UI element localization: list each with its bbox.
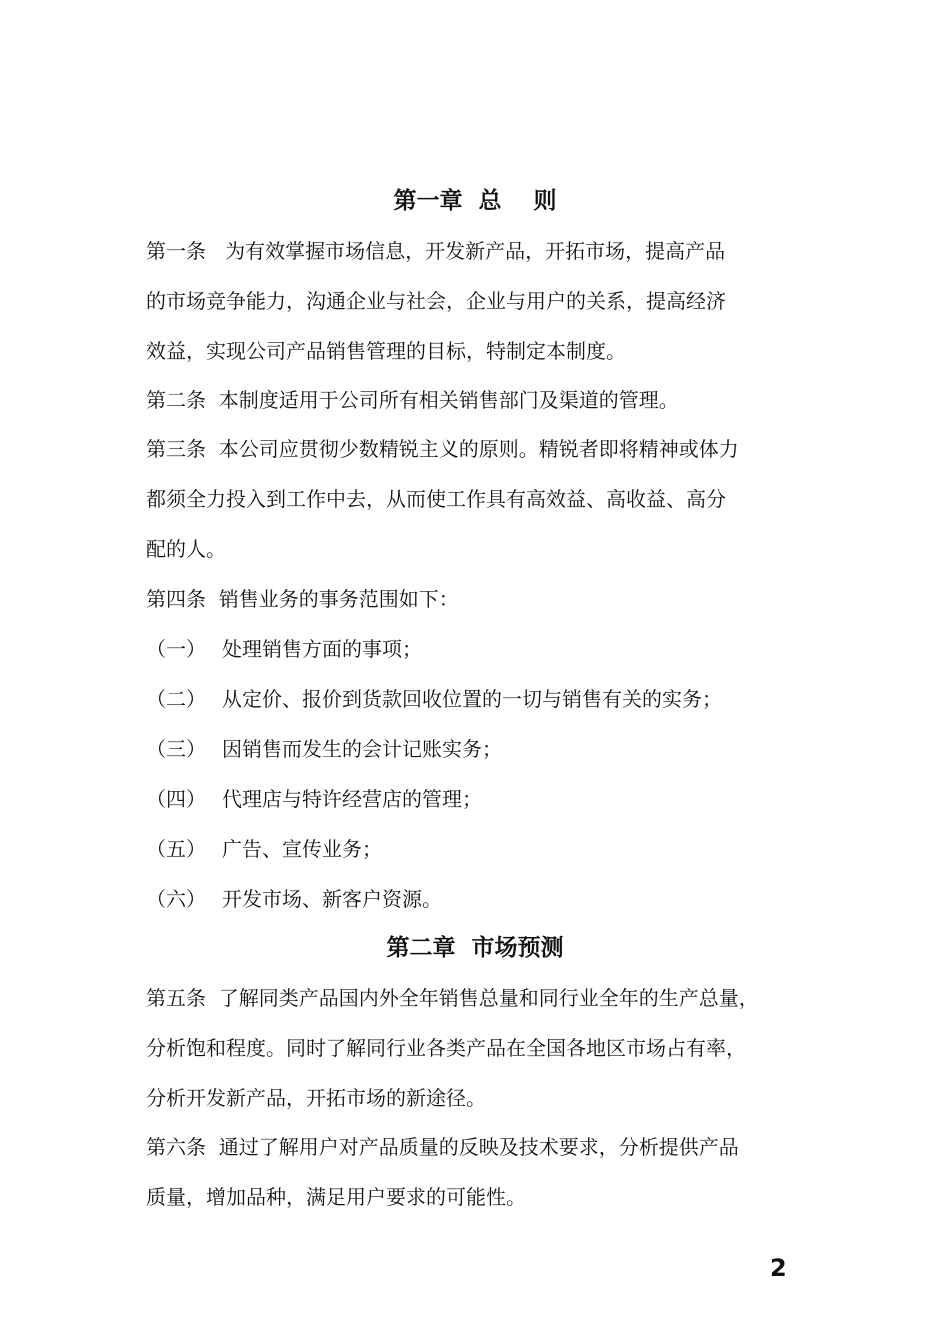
list-item-text: 从定价、报价到货款回收位置的一切与销售有关的实务； <box>222 687 722 711</box>
article-1-line-3: 效益，实现公司产品销售管理的目标，特制定本制度。 <box>146 339 626 363</box>
list-item-number: （四） <box>146 787 206 811</box>
list-item-number: （三） <box>146 737 206 761</box>
article-1-line-2: 的市场竞争能力，沟通企业与社会，企业与用户的关系，提高经济 <box>146 289 726 313</box>
chapter-1-title: 第一章 总 则 <box>393 188 557 214</box>
article-3-line-3: 配的人。 <box>146 537 226 561</box>
list-item-text: 代理店与特许经营店的管理； <box>222 787 482 811</box>
list-item <box>146 784 482 814</box>
list-item-number: （一） <box>146 637 206 661</box>
article-5-line-2: 分析饱和程度。同时了解同行业各类产品在全国各地区市场占有率， <box>146 1036 746 1060</box>
article-5-line-1: 第五条 了解同类产品国内外全年销售总量和同行业全年的生产总量， <box>146 986 759 1010</box>
list-item-text: 处理销售方面的事项； <box>222 637 422 661</box>
article-6-line-2: 质量，增加品种，满足用户要求的可能性。 <box>146 1185 526 1209</box>
list-item-text: 广告、宣传业务； <box>222 837 382 861</box>
article-6-line-1: 第六条 通过了解用户对产品质量的反映及技术要求，分析提供产品 <box>146 1135 739 1159</box>
list-item-number: （六） <box>146 887 206 911</box>
list-item <box>146 834 382 864</box>
chapter-2-title: 第二章 市场预测 <box>386 935 564 961</box>
article-1-line-1: 第一条 为有效掌握市场信息，开发新产品，开拓市场，提高产品 <box>146 239 726 263</box>
list-item <box>146 684 722 714</box>
article-2: 第二条 本制度适用于公司所有相关销售部门及渠道的管理。 <box>146 388 679 412</box>
list-item <box>146 634 422 664</box>
article-4: 第四条 销售业务的事务范围如下： <box>146 587 459 611</box>
article-3-line-1: 第三条 本公司应贯彻少数精锐主义的原则。精锐者即将精神或体力 <box>146 437 739 461</box>
list-item-text: 因销售而发生的会计记账实务； <box>222 737 502 761</box>
list-item-number: （二） <box>146 687 206 711</box>
list-item <box>146 734 502 764</box>
page-number: 2 <box>770 1254 787 1282</box>
list-item-text: 开发市场、新客户资源。 <box>222 887 442 911</box>
list-item-number: （五） <box>146 837 206 861</box>
article-5-line-3: 分析开发新产品，开拓市场的新途径。 <box>146 1086 486 1110</box>
list-item <box>146 884 442 914</box>
article-3-line-2: 都须全力投入到工作中去，从而使工作具有高效益、高收益、高分 <box>146 487 726 511</box>
